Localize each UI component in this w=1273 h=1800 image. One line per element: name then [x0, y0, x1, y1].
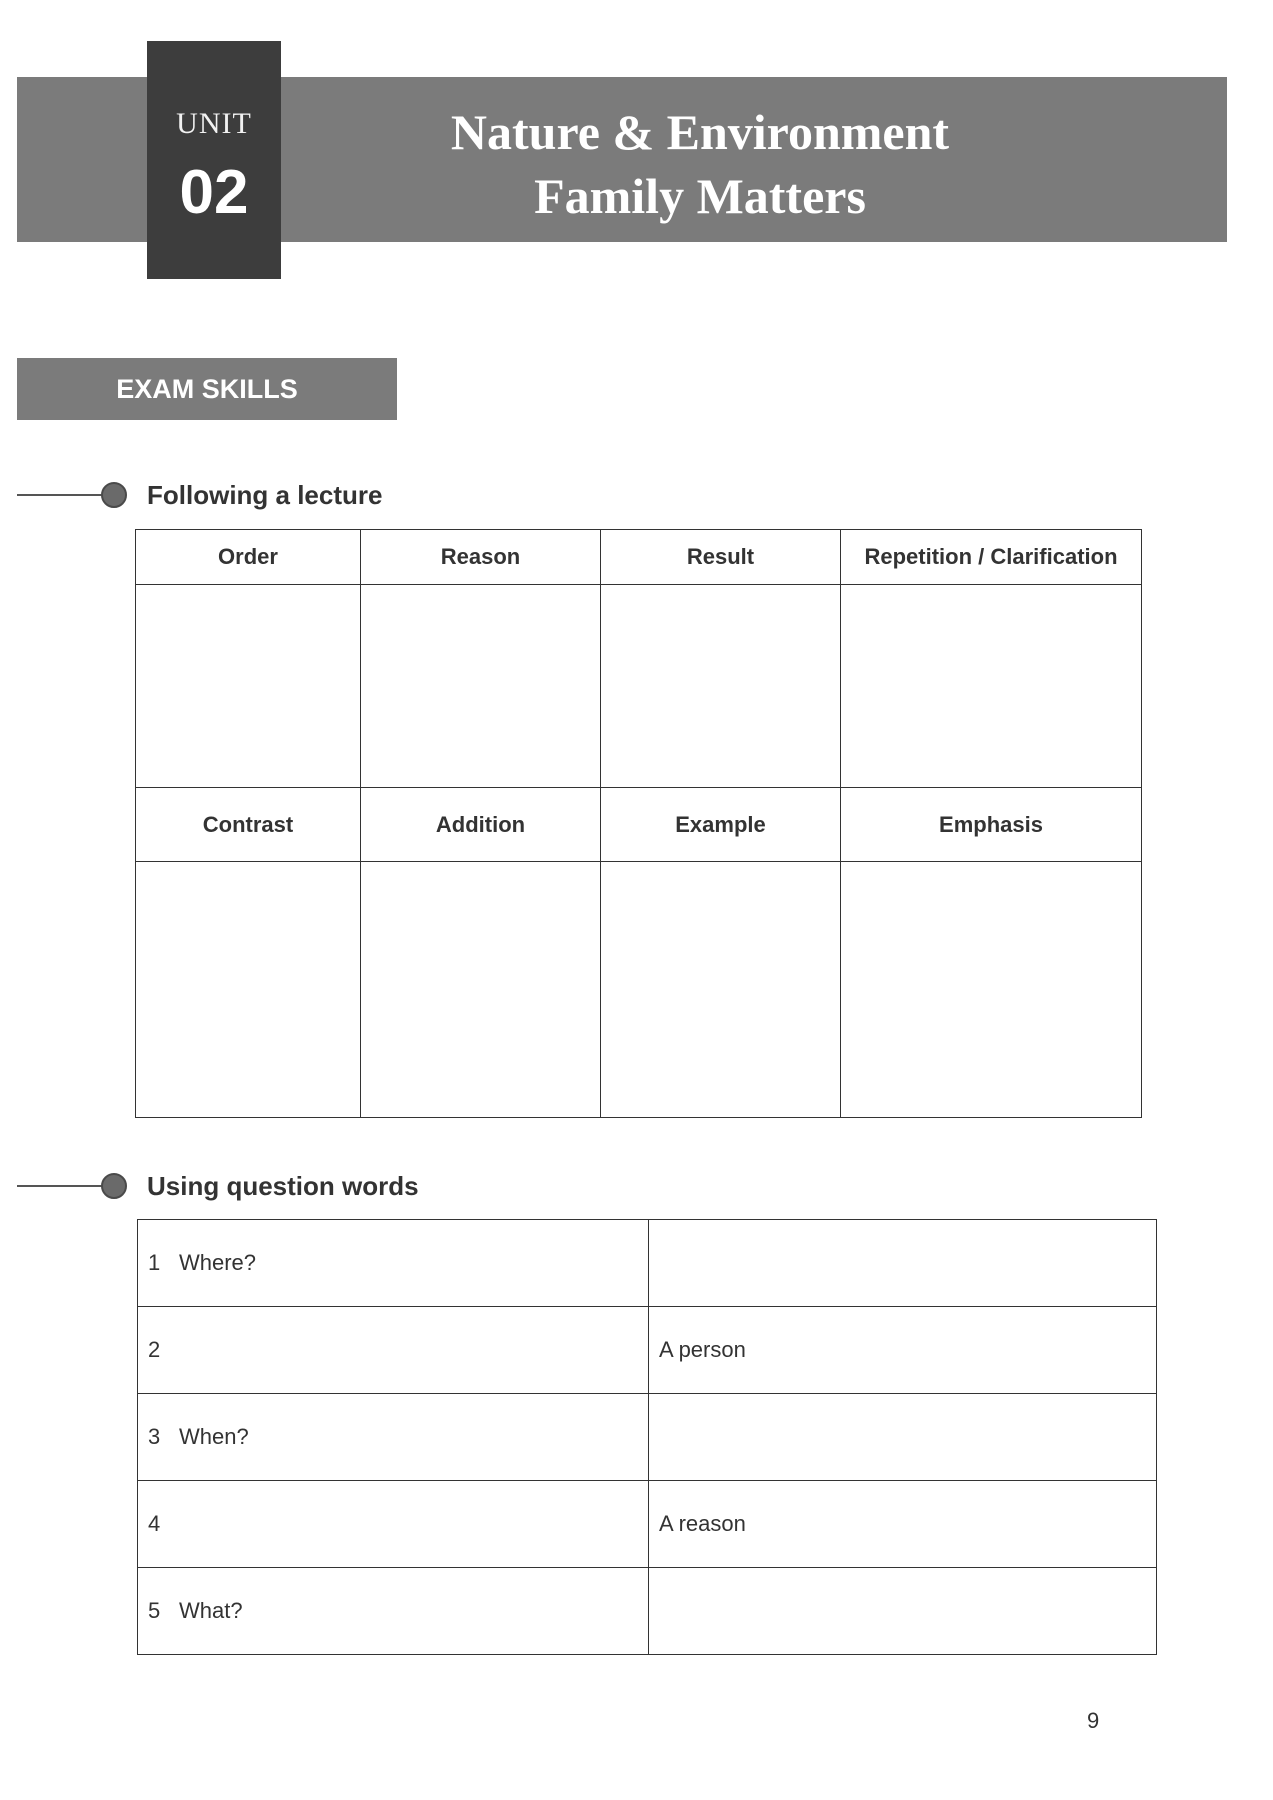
question-section-heading [17, 1166, 419, 1206]
lecture-section-title: Following a lecture [147, 479, 383, 510]
question-cell[interactable] [138, 1481, 649, 1568]
question-cell[interactable] [138, 1307, 649, 1394]
question-cell[interactable] [138, 1220, 649, 1307]
heading-line [17, 494, 105, 496]
grid-answer-cell[interactable] [601, 585, 841, 788]
grid-header-contrast: Contrast [136, 788, 361, 862]
unit-label: UNIT [176, 107, 252, 140]
grid-header-result: Result [601, 530, 841, 585]
lecture-section-heading [17, 475, 382, 515]
question-cell[interactable] [138, 1568, 649, 1655]
lecture-signposting-grid [135, 529, 1142, 1118]
unit-number: 02 [179, 158, 249, 227]
question-number: 3 [148, 1424, 161, 1449]
unit-title-line2: Family Matters [534, 168, 866, 224]
grid-answer-cell[interactable] [136, 862, 361, 1118]
question-number: 4 [148, 1511, 161, 1536]
grid-header-order: Order [136, 530, 361, 585]
question-number: 2 [148, 1337, 161, 1362]
unit-title [360, 100, 1040, 228]
grid-header-repetition: Repetition / Clarification [841, 530, 1142, 585]
question-word: When? [179, 1424, 249, 1449]
grid-header-addition: Addition [361, 788, 601, 862]
table-row [138, 1220, 1157, 1307]
answer-cell[interactable] [649, 1394, 1157, 1481]
question-cell[interactable] [138, 1394, 649, 1481]
bullet-dot-icon [101, 1173, 127, 1199]
grid-header-reason: Reason [361, 530, 601, 585]
unit-title-line1: Nature & Environment [450, 104, 950, 160]
grid-answer-cell[interactable] [361, 862, 601, 1118]
table-row [138, 1481, 1157, 1568]
answer-cell[interactable] [649, 1220, 1157, 1307]
answer-cell[interactable] [649, 1568, 1157, 1655]
question-words-table [137, 1219, 1157, 1655]
answer-cell[interactable]: A person [649, 1307, 1157, 1394]
question-number: 1 [148, 1250, 161, 1275]
question-number: 5 [148, 1598, 161, 1623]
grid-header-example: Example [601, 788, 841, 862]
question-word: What? [179, 1598, 243, 1623]
grid-answer-cell[interactable] [361, 585, 601, 788]
grid-answer-cell[interactable] [601, 862, 841, 1118]
question-word: Where? [179, 1250, 257, 1275]
grid-answer-cell[interactable] [841, 585, 1142, 788]
table-row [138, 1568, 1157, 1655]
heading-line [17, 1185, 105, 1187]
grid-header-emphasis: Emphasis [841, 788, 1142, 862]
exam-skills-tag: EXAM SKILLS [17, 358, 397, 420]
table-row [138, 1394, 1157, 1481]
bullet-dot-icon [101, 482, 127, 508]
answer-cell[interactable]: A reason [649, 1481, 1157, 1568]
table-row [138, 1307, 1157, 1394]
page-number: 9 [1087, 1708, 1100, 1733]
grid-answer-cell[interactable] [841, 862, 1142, 1118]
grid-answer-cell[interactable] [136, 585, 361, 788]
unit-badge [147, 41, 281, 279]
question-section-title: Using question words [147, 1170, 419, 1201]
